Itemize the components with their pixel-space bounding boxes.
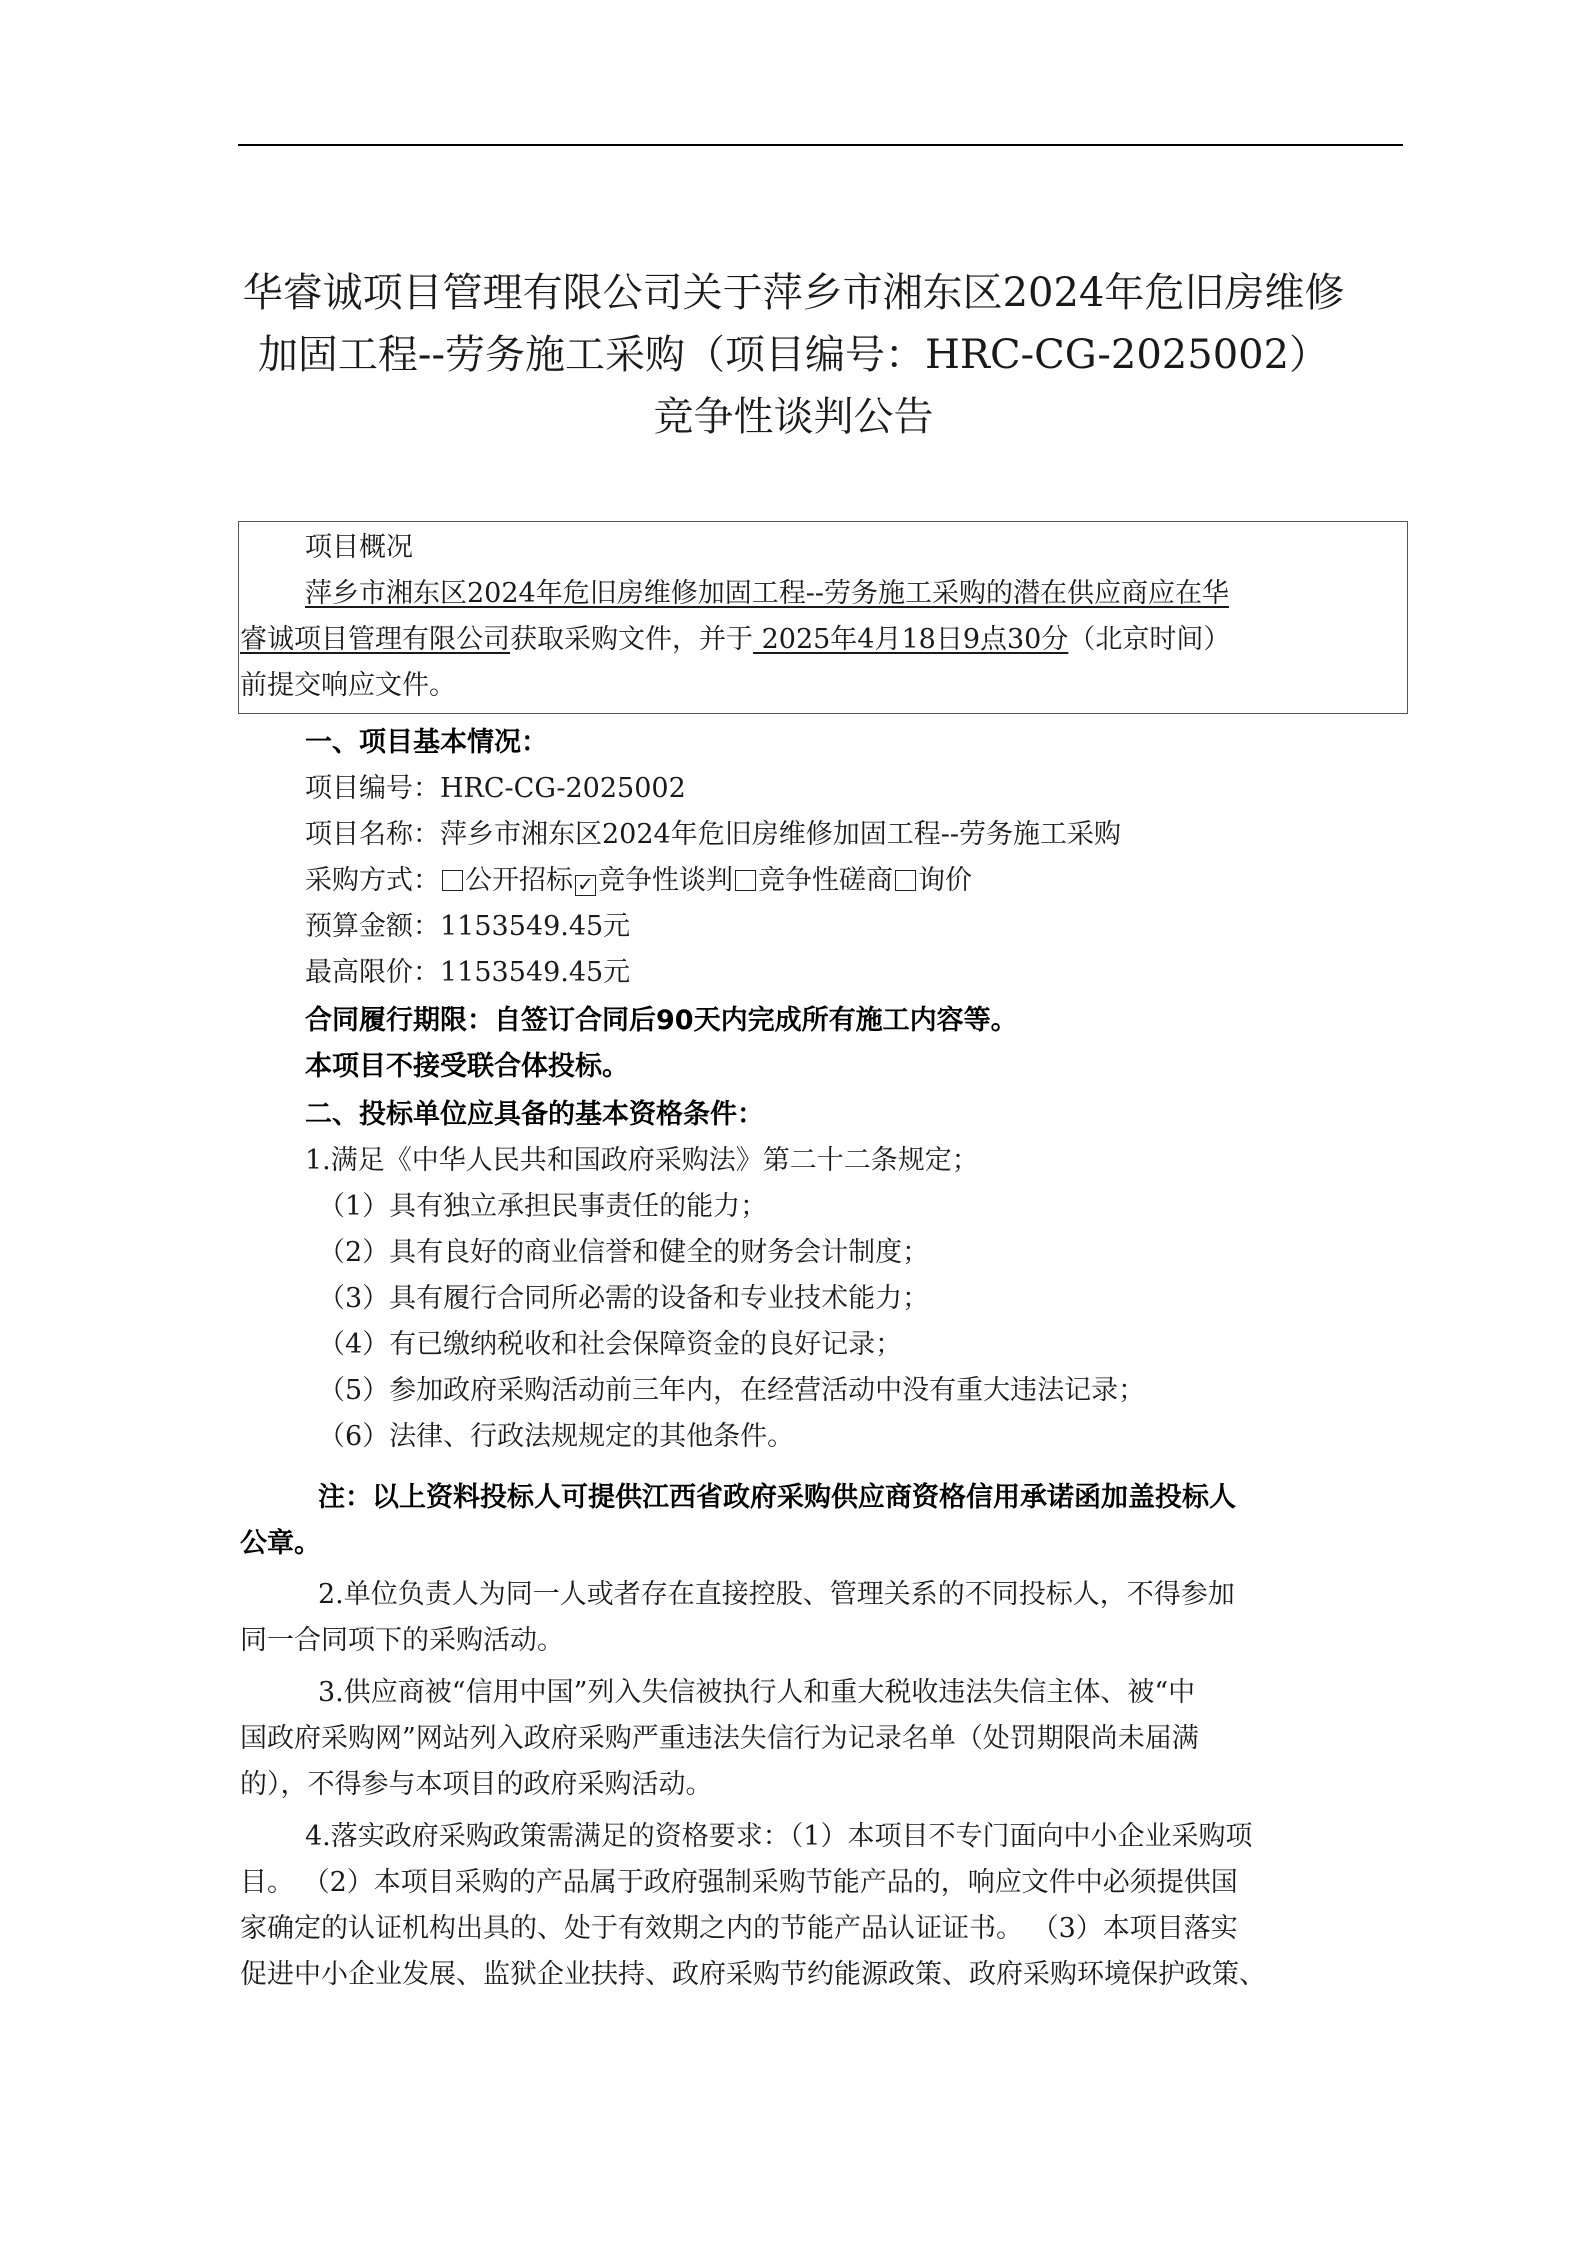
section1-heading: 一、项目基本情况：: [305, 727, 548, 758]
qualification-item-2-line-1: 2.单位负责人为同一人或者存在直接控股、管理关系的不同投标人，不得参加: [318, 1579, 1235, 1610]
qualification-item-4-line-3: 家确定的认证机构出具的、处于有效期之内的节能产品认证证书。 （3）本项目落实: [240, 1913, 1238, 1944]
checkbox-open-tender[interactable]: [442, 870, 463, 891]
summary-heading: 项目概况: [305, 532, 413, 563]
document-title: [160, 262, 1427, 448]
qualification-item-2-line-2: 同一合同项下的采购活动。: [240, 1625, 564, 1656]
sub-item-5: （5）参加政府采购活动前三年内，在经营活动中没有重大违法记录；: [318, 1375, 1146, 1406]
section2-heading: 二、投标单位应具备的基本资格条件：: [305, 1099, 764, 1130]
checkbox-competitive-consultation[interactable]: [735, 870, 756, 891]
sub-item-4: （4）有已缴纳税收和社会保障资金的良好记录；: [318, 1329, 903, 1360]
qualification-item-1: 1.满足《中华人民共和国政府采购法》第二十二条规定；: [305, 1145, 979, 1176]
summary-line-1: [305, 571, 1229, 617]
sub-item-6: （6）法律、行政法规规定的其他条件。: [318, 1421, 795, 1452]
procurement-method: [305, 858, 972, 904]
title-line-1: 华睿诚项目管理有限公司关于萍乡市湘东区2024年危旧房维修: [242, 270, 1345, 316]
summary-deadline: 2025年4月18日9点30分: [753, 624, 1069, 655]
title-line-2: 加固工程--劳务施工采购（项目编号：HRC-CG-2025002）: [257, 332, 1330, 378]
sub-item-3: （3）具有履行合同所必需的设备和专业技术能力；: [318, 1283, 930, 1314]
method-competitive-negotiation: 竞争性谈判: [598, 865, 733, 896]
method-open-tender: 公开招标: [465, 865, 573, 896]
budget-amount: 预算金额：1153549.45元: [305, 911, 631, 942]
summary-agency-start: 华: [1201, 578, 1229, 609]
project-name: 项目名称：萍乡市湘东区2024年危旧房维修加固工程--劳务施工采购: [305, 819, 1121, 850]
checkbox-inquiry[interactable]: [895, 870, 916, 891]
summary-text: 获取采购文件，并于: [510, 624, 753, 655]
title-line-3: 竞争性谈判公告: [653, 394, 934, 440]
contract-period: 合同履行期限：自签订合同后90天内完成所有施工内容等。: [305, 1005, 1018, 1036]
method-competitive-consultation: 竞争性磋商: [758, 865, 893, 896]
qualification-item-4-line-4: 促进中小企业发展、监狱企业扶持、政府采购节约能源政策、政府采购环境保护政策、: [240, 1959, 1266, 1990]
checkbox-competitive-negotiation[interactable]: ✓: [575, 875, 596, 896]
qualification-item-3-line-2: 国政府采购网”网站列入政府采购严重违法失信行为记录名单（处罚期限尚未届满: [240, 1723, 1199, 1754]
note-line-1: 注：以上资料投标人可提供江西省政府采购供应商资格信用承诺函加盖投标人: [318, 1482, 1236, 1513]
sub-item-2: （2）具有良好的商业信誉和健全的财务会计制度；: [318, 1237, 930, 1268]
qualification-item-3-line-3: 的），不得参与本项目的政府采购活动。: [240, 1769, 713, 1800]
max-price: 最高限价：1153549.45元: [305, 957, 631, 988]
qualification-item-4-line-1: 4.落实政府采购政策需满足的资格要求：（1）本项目不专门面向中小企业采购项: [305, 1821, 1253, 1852]
header-rule: [238, 144, 1403, 146]
qualification-item-4-line-2: 目。 （2）本项目采购的产品属于政府强制采购节能产品的，响应文件中必须提供国: [240, 1867, 1238, 1898]
summary-line-3: 前提交响应文件。: [240, 670, 456, 701]
project-number: 项目编号：HRC-CG-2025002: [305, 773, 686, 804]
sub-item-1: （1）具有独立承担民事责任的能力；: [318, 1191, 768, 1222]
qualification-item-3-line-1: 3.供应商被“信用中国”列入失信被执行人和重大税收违法失信主体、被“中: [318, 1677, 1196, 1708]
method-label: 采购方式：: [305, 865, 440, 896]
method-inquiry: 询价: [918, 865, 972, 896]
summary-project-name: 萍乡市湘东区2024年危旧房维修加固工程--劳务施工采购的潜在供应商应在: [305, 578, 1202, 609]
consortium-note: 本项目不接受联合体投标。: [305, 1051, 629, 1082]
summary-line-2: [240, 617, 1230, 663]
note-line-2: 公章。: [240, 1528, 321, 1559]
summary-timezone: （北京时间）: [1068, 624, 1231, 655]
summary-agency-name: 睿诚项目管理有限公司: [240, 624, 510, 655]
